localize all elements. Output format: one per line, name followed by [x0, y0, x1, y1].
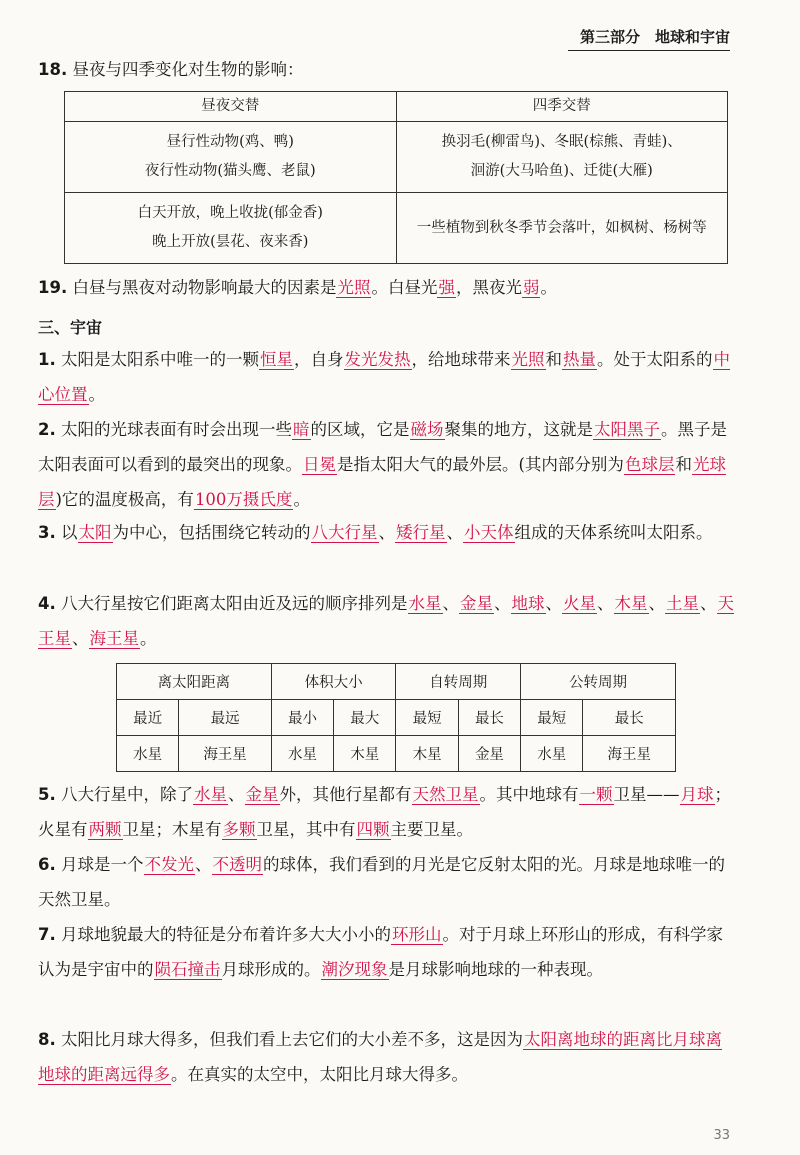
table1-cell: 昼行性动物(鸡、鸭) 夜行性动物(猫头鹰、老鼠)	[65, 122, 397, 193]
table1-cell: 换羽毛(柳雷鸟)、冬眠(棕熊、青蛙)、 洄游(大马哈鱼)、迁徙(大雁)	[396, 122, 728, 193]
table2-sub: 最短	[521, 700, 583, 736]
page-header: 第三部分 地球和宇宙	[579, 28, 730, 46]
question-19: 19. 白昼与黑夜对动物影响最大的因素是光照。白昼光强，黑夜光弱。	[38, 278, 557, 297]
table2-val: 水星	[117, 736, 179, 772]
item-6: 6. 月球是一个不发光、不透明的球体，我们看到的月光是它反射太阳的光。月球是地球唯一的天然卫星。	[38, 855, 725, 909]
table2-sub: 最小	[271, 700, 333, 736]
question-18: 18. 昼夜与四季变化对生物的影响：	[38, 60, 304, 79]
table2-val: 木星	[396, 736, 458, 772]
table1-cell: 白天开放，晚上收拢(郁金香) 晚上开放(昙花、夜来香)	[65, 193, 397, 264]
item-3: 3. 以太阳为中心，包括围绕它转动的八大行星、矮行星、小天体组成的天体系统叫太阳系。	[38, 523, 713, 542]
table1-header-daynight: 昼夜交替	[65, 92, 397, 122]
item-4: 4. 八大行星按它们距离太阳由近及远的顺序排列是水星、金星、地球、火星、木星、土星、天王星、海王星。	[38, 594, 734, 648]
item-5: 5. 八大行星中，除了水星、金星外，其他行星都有天然卫星。其中地球有一颗卫星——月球；火星有两颗卫星；木星有多颗卫星，其中有四颗主要卫星。	[38, 785, 731, 839]
table2-sub: 最长	[583, 700, 676, 736]
table1-header-seasons: 四季交替	[396, 92, 728, 122]
item-8: 8. 太阳比月球大得多，但我们看上去它们的大小差不多，这是因为太阳离地球的距离比月球离地球的距离远得多。在真实的太空中，太阳比月球大得多。	[38, 1030, 722, 1084]
table2-val: 海王星	[583, 736, 676, 772]
item-2: 2. 太阳的光球表面有时会出现一些暗的区域，它是磁场聚集的地方，这就是太阳黑子。黑子是太阳表面可以看到的最突出的现象。日冕是指太阳大气的最外层。(其内部分别为色球层和光球层)它的温度极高，有100万摄氏度。	[38, 420, 727, 509]
table2-val: 海王星	[179, 736, 271, 772]
table2-val: 水星	[271, 736, 333, 772]
table2-val: 水星	[521, 736, 583, 772]
planet-comparison-table	[116, 663, 676, 772]
page-number: 33	[713, 1128, 730, 1143]
table2-group: 离太阳距离	[117, 664, 272, 700]
item-7: 7. 月球地貌最大的特征是分布着许多大大小小的环形山。对于月球上环形山的形成，有科学家认为是宇宙中的陨石撞击月球形成的。潮汐现象是月球影响地球的一种表现。	[38, 925, 723, 979]
table2-val: 金星	[458, 736, 520, 772]
section-title: 三、宇宙	[38, 318, 103, 337]
header-rule	[568, 50, 730, 51]
table2-group: 自转周期	[396, 664, 521, 700]
item-1: 1. 太阳是太阳系中唯一的一颗恒星，自身发光发热，给地球带来光照和热量。处于太阳系的中心位置。	[38, 350, 730, 404]
table1-cell: 一些植物到秋冬季节会落叶，如枫树、杨树等	[396, 193, 728, 264]
day-night-season-table	[64, 91, 728, 264]
table2-sub: 最近	[117, 700, 179, 736]
table2-sub: 最长	[458, 700, 520, 736]
table2-sub: 最短	[396, 700, 458, 736]
table2-sub: 最大	[334, 700, 396, 736]
table2-sub: 最远	[179, 700, 271, 736]
table2-group: 体积大小	[271, 664, 396, 700]
table2-group: 公转周期	[521, 664, 676, 700]
table2-val: 木星	[334, 736, 396, 772]
